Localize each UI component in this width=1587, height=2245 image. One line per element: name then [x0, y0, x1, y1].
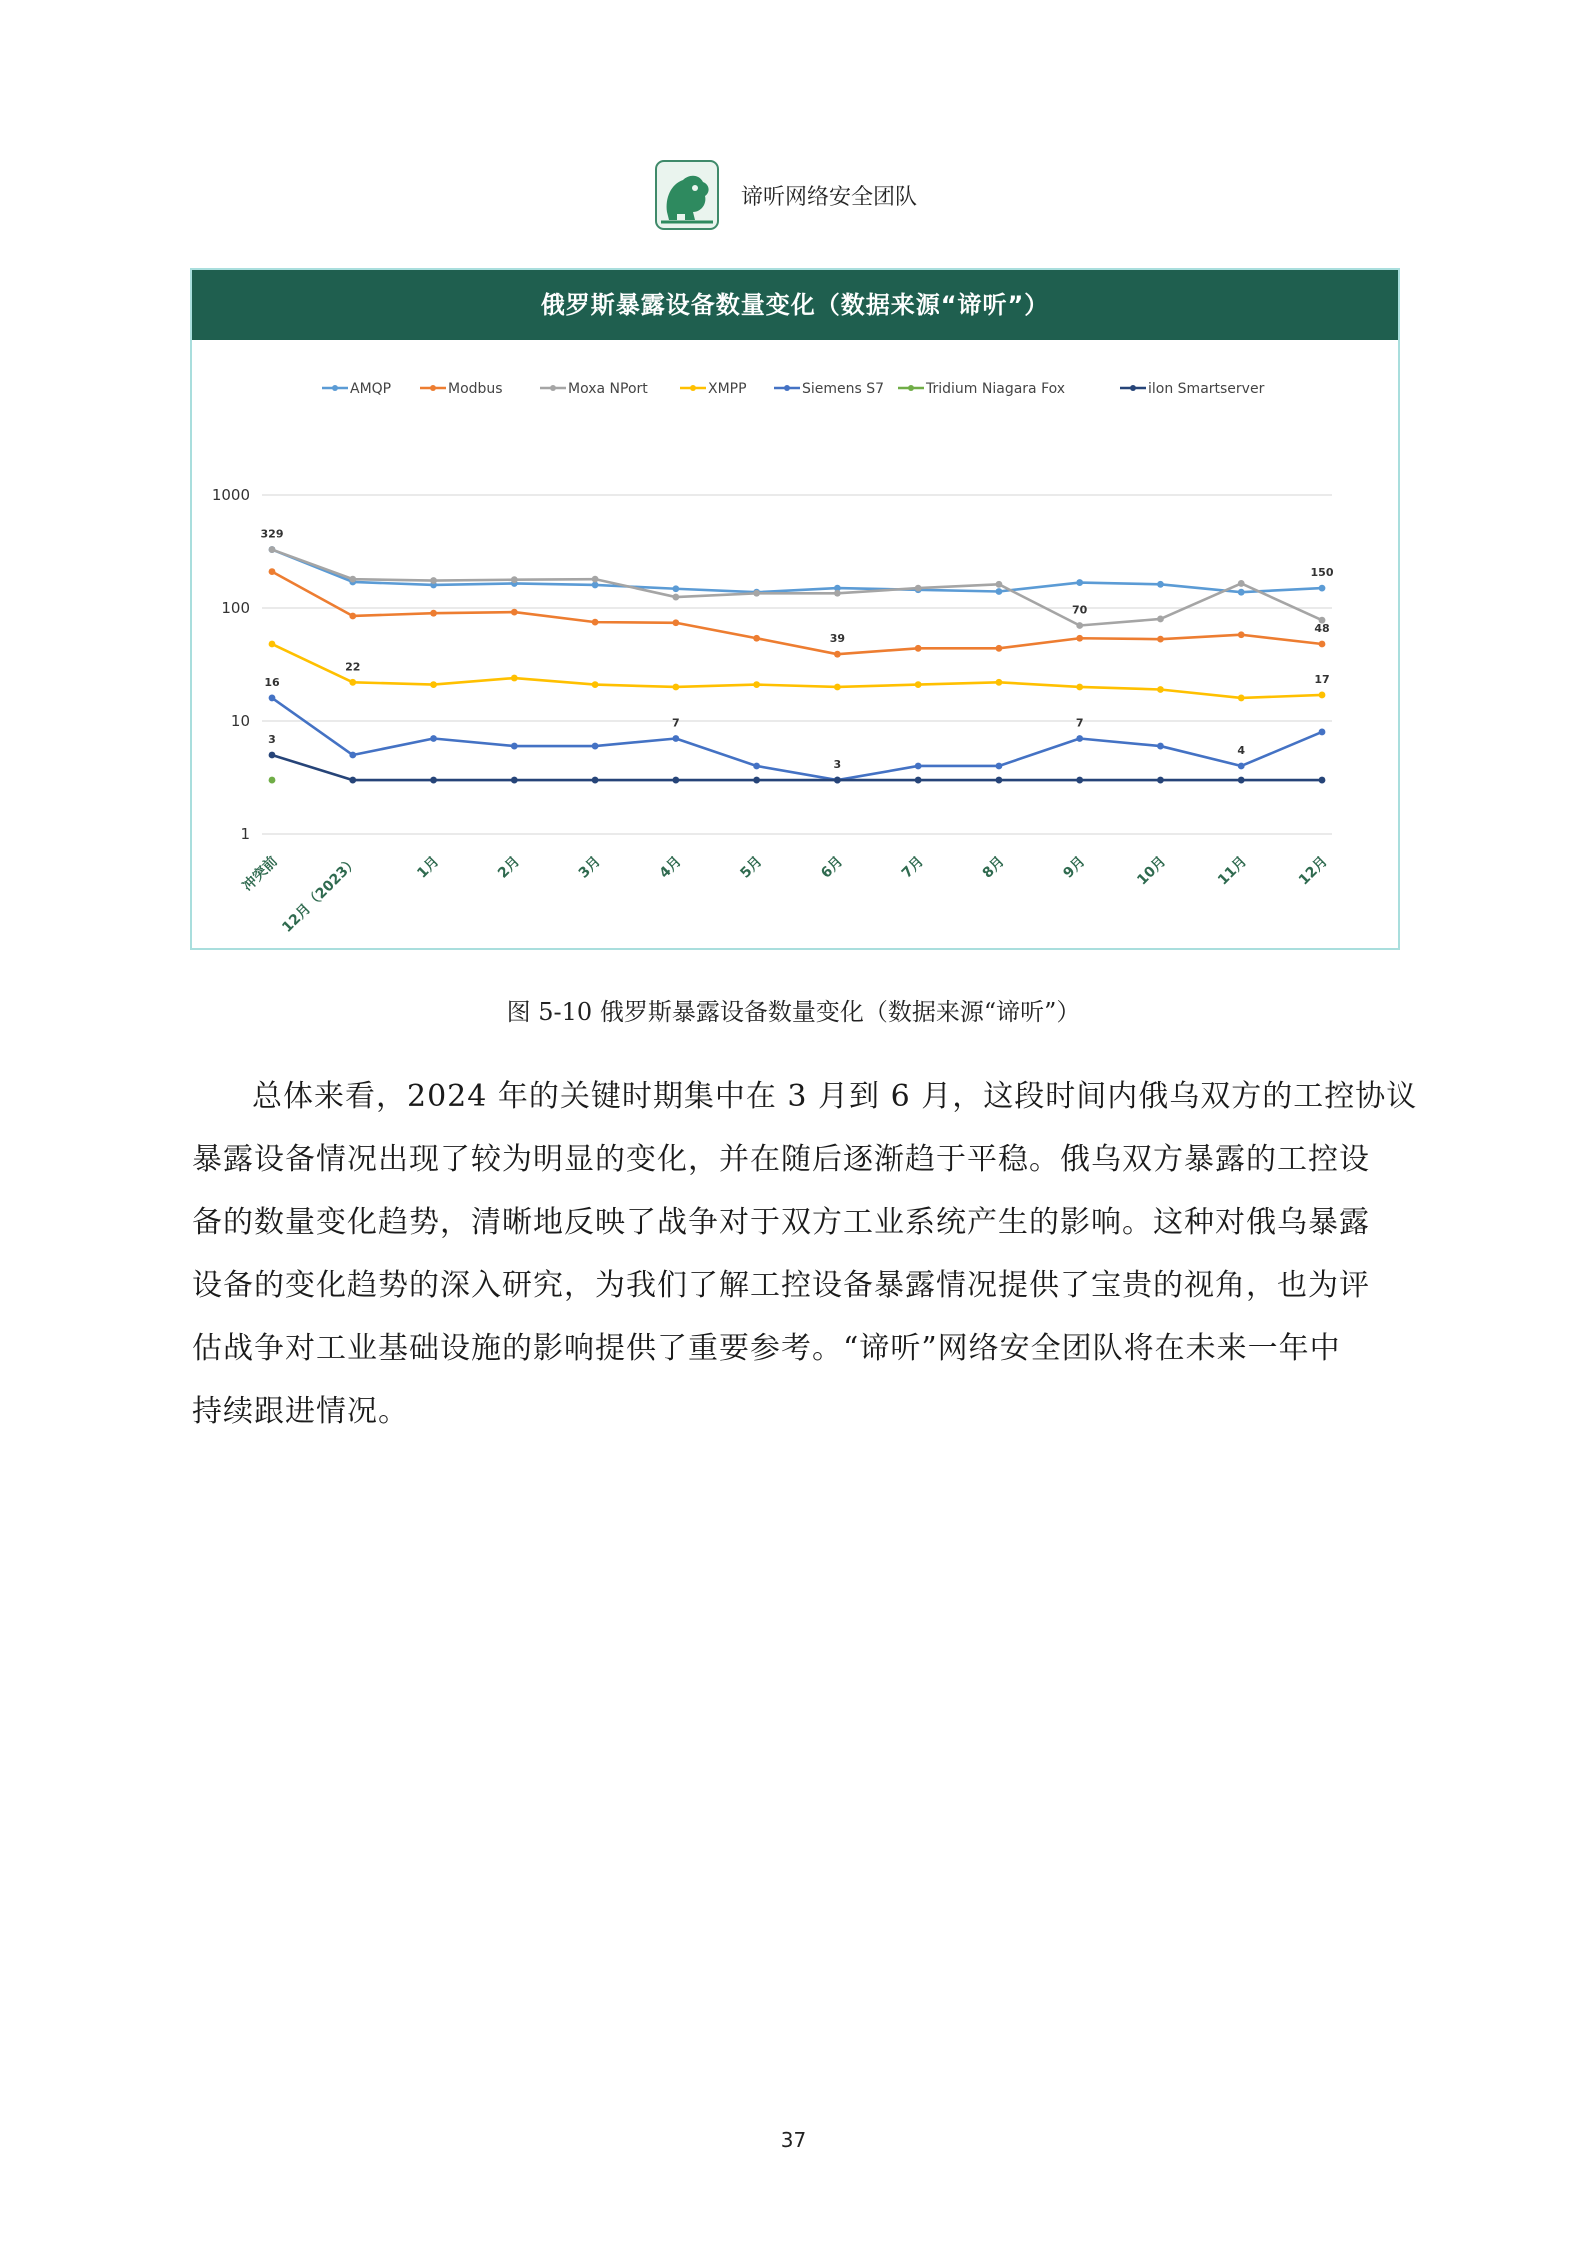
data-label: 48: [1314, 622, 1330, 636]
paragraph-line: 总体来看，2024 年的关键时期集中在 3 月到 6 月，这段时间内俄乌双方的工控协议: [252, 1079, 1418, 1114]
legend-marker: [690, 385, 696, 391]
data-point: [915, 681, 922, 688]
data-label: 70: [1072, 603, 1088, 617]
data-point: [834, 684, 841, 691]
x-tick-label: 8月: [979, 853, 1008, 882]
figure-caption: 图 5-10 俄罗斯暴露设备数量变化（数据来源“谛听”）: [506, 998, 1081, 1026]
data-point: [349, 777, 356, 784]
legend-label: Siemens S7: [802, 381, 885, 397]
data-point: [592, 681, 599, 688]
data-point: [996, 645, 1003, 652]
data-point: [1076, 579, 1083, 586]
x-tick-label: 9月: [1060, 853, 1089, 882]
data-point: [269, 641, 276, 648]
data-label: 7: [1075, 716, 1084, 730]
series-line-siemens-s7: [272, 698, 1322, 780]
data-point: [1157, 686, 1164, 693]
legend-label: XMPP: [708, 381, 747, 397]
data-point: [269, 546, 276, 553]
series-line-xmpp: [272, 644, 1322, 698]
data-point: [1238, 777, 1245, 784]
data-label: 39: [829, 632, 846, 646]
legend-marker: [908, 385, 914, 391]
data-point: [1319, 585, 1326, 592]
data-point: [672, 619, 679, 626]
data-point: [672, 585, 679, 592]
data-point: [1076, 622, 1083, 629]
data-point: [1157, 743, 1164, 750]
bear-logo-icon: [655, 160, 719, 230]
data-point: [349, 679, 356, 686]
data-point: [1076, 635, 1083, 642]
y-tick-label: 1000: [211, 486, 250, 504]
x-tick-label: 1月: [414, 853, 443, 882]
data-point: [1238, 580, 1245, 587]
data-point: [753, 635, 760, 642]
x-tick-label: 冲突前: [239, 853, 281, 895]
chart-title: 俄罗斯暴露设备数量变化（数据来源“谛听”）: [540, 291, 1050, 319]
data-point: [996, 777, 1003, 784]
x-tick-label: 6月: [818, 853, 847, 882]
data-point: [1157, 581, 1164, 588]
data-point: [511, 743, 518, 750]
chart-figure: [190, 268, 1400, 950]
data-point: [592, 582, 599, 589]
y-tick-label: 100: [221, 599, 250, 617]
data-point: [511, 675, 518, 682]
data-point: [834, 651, 841, 658]
series-line-ilon-smartserver: [272, 755, 1322, 780]
data-point: [753, 763, 760, 770]
series-line-amqp: [272, 550, 1322, 593]
data-point: [1319, 777, 1326, 784]
data-point: [1238, 631, 1245, 638]
data-point: [269, 695, 276, 702]
data-point: [915, 777, 922, 784]
data-point: [511, 777, 518, 784]
data-point: [1319, 692, 1326, 699]
data-point: [430, 577, 437, 584]
data-point: [1076, 735, 1083, 742]
chart-legend: [322, 381, 1265, 397]
data-point: [996, 588, 1003, 595]
legend-marker: [332, 385, 338, 391]
data-point: [1238, 589, 1245, 596]
data-label: 17: [1314, 672, 1330, 686]
data-point: [1238, 695, 1245, 702]
legend-label: ilon Smartserver: [1148, 381, 1265, 397]
data-point: [672, 777, 679, 784]
data-point: [430, 735, 437, 742]
y-tick-label: 10: [230, 712, 250, 730]
data-point: [753, 590, 760, 597]
data-point: [430, 777, 437, 784]
team-name: 谛听网络安全团队: [741, 185, 918, 210]
data-point: [592, 777, 599, 784]
data-point: [672, 684, 679, 691]
data-point: [430, 681, 437, 688]
paragraph-line: 备的数量变化趋势，清晰地反映了战争对于双方工业系统产生的影响。这种对俄乌暴露: [192, 1205, 1370, 1240]
data-labels: [261, 528, 1334, 772]
x-tick-label: 4月: [656, 853, 685, 882]
data-point: [349, 752, 356, 759]
page-number: 37: [780, 2128, 807, 2152]
data-point: [996, 763, 1003, 770]
legend-marker: [430, 385, 436, 391]
legend-label: Modbus: [448, 381, 503, 397]
data-point: [592, 576, 599, 583]
data-point: [753, 681, 760, 688]
x-tick-label: 12月: [1295, 853, 1331, 889]
data-label: 3: [268, 733, 276, 747]
data-point: [672, 735, 679, 742]
data-point: [511, 576, 518, 583]
data-point: [269, 752, 276, 759]
data-point: [915, 585, 922, 592]
x-tick-label: 10月: [1134, 853, 1170, 889]
data-point: [834, 777, 841, 784]
data-point: [1076, 777, 1083, 784]
data-label: 329: [260, 527, 284, 541]
paragraph-line: 持续跟进情况。: [192, 1394, 409, 1429]
legend-label: Tridium Niagara Fox: [926, 381, 1066, 397]
data-point: [915, 763, 922, 770]
data-point: [1319, 729, 1326, 736]
data-label: 4: [1237, 743, 1246, 757]
legend-label: AMQP: [350, 381, 392, 397]
data-point: [1319, 641, 1326, 648]
data-point: [1238, 763, 1245, 770]
x-tick-label: 12月（2023）: [279, 853, 362, 936]
paragraph-line: 设备的变化趋势的深入研究，为我们了解工控设备暴露情况提供了宝贵的视角，也为评: [192, 1268, 1370, 1303]
legend-marker: [550, 385, 556, 391]
data-point: [592, 743, 599, 750]
chart-series: [269, 546, 1326, 783]
data-point: [996, 581, 1003, 588]
data-point: [349, 613, 356, 620]
data-point: [1157, 616, 1164, 623]
data-point: [269, 568, 276, 575]
legend-marker: [784, 385, 790, 391]
data-point: [1157, 636, 1164, 643]
data-point: [269, 777, 276, 784]
data-point: [996, 679, 1003, 686]
x-axis: [239, 853, 1331, 936]
legend-label: Moxa NPort: [568, 381, 648, 397]
data-label: 150: [1310, 566, 1334, 580]
x-tick-label: 2月: [495, 853, 524, 882]
data-label: 22: [345, 660, 361, 674]
data-point: [511, 609, 518, 616]
data-point: [753, 777, 760, 784]
data-point: [834, 590, 841, 597]
legend-marker: [1130, 385, 1136, 391]
data-point: [915, 645, 922, 652]
data-point: [1157, 777, 1164, 784]
x-tick-label: 5月: [737, 853, 766, 882]
data-label: 16: [264, 675, 280, 689]
x-tick-label: 3月: [575, 853, 604, 882]
x-tick-label: 7月: [898, 853, 927, 882]
chart-grid: [262, 495, 1332, 834]
data-label: 3: [833, 758, 842, 772]
paragraph-line: 估战争对工业基础设施的影响提供了重要参考。“谛听”网络安全团队将在未来一年中: [192, 1331, 1341, 1366]
y-tick-label: 1: [240, 825, 250, 843]
data-point: [672, 594, 679, 601]
data-point: [1076, 684, 1083, 691]
x-tick-label: 11月: [1215, 853, 1251, 889]
data-point: [430, 610, 437, 617]
data-label: 7: [672, 716, 680, 730]
data-point: [349, 576, 356, 583]
paragraph-line: 暴露设备情况出现了较为明显的变化，并在随后逐渐趋于平稳。俄乌双方暴露的工控设: [192, 1142, 1370, 1177]
line-chart: [192, 340, 1398, 948]
data-point: [592, 619, 599, 626]
page-header: [655, 160, 945, 234]
y-axis: [212, 486, 250, 843]
